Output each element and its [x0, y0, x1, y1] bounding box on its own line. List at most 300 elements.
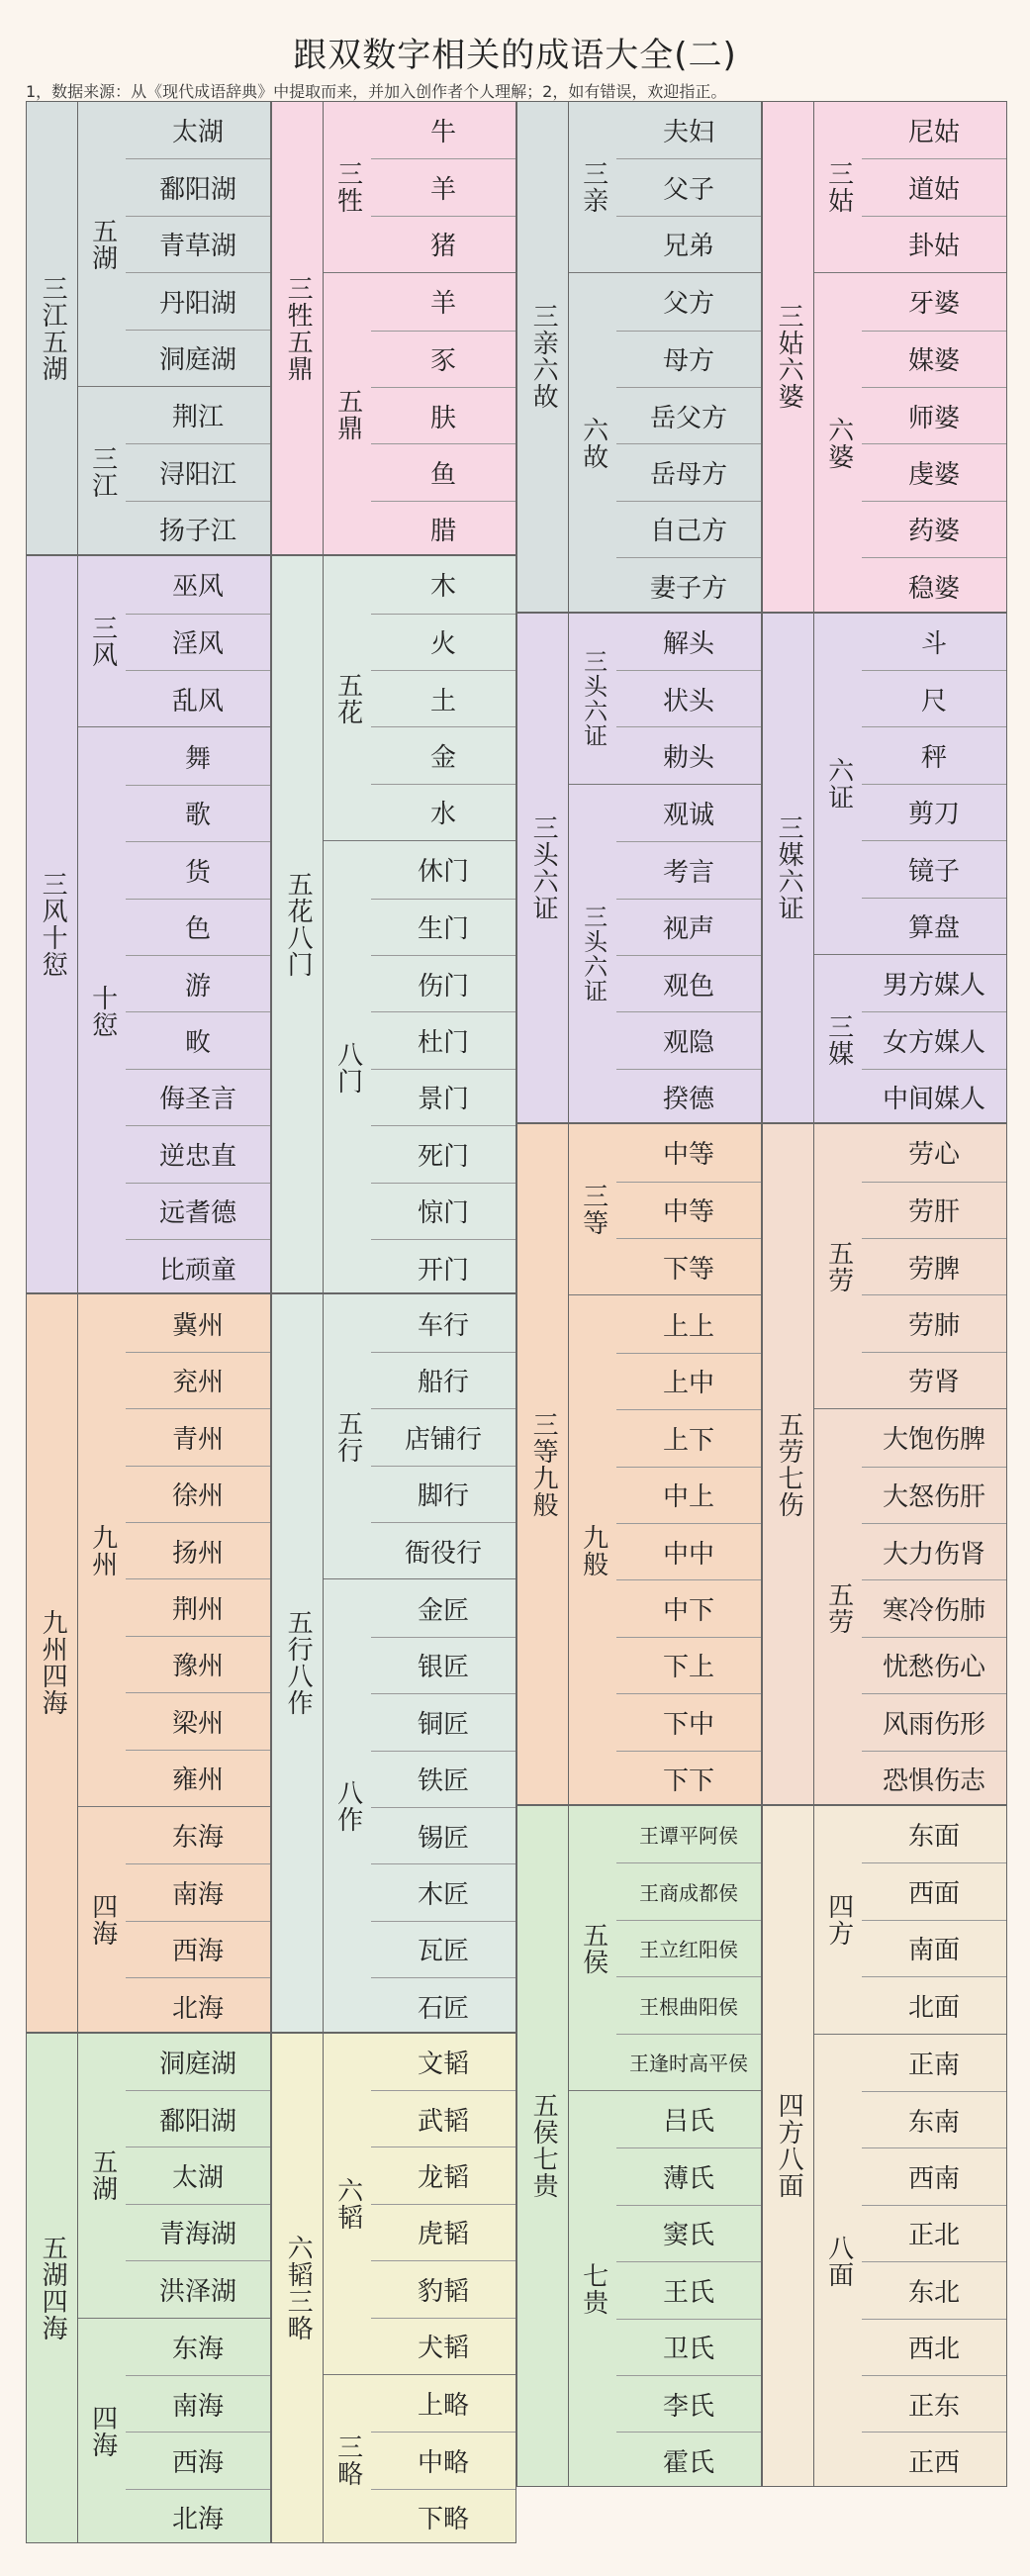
sub-group	[324, 556, 515, 840]
item-list	[616, 1124, 761, 1294]
list-item: 乱风	[126, 670, 270, 726]
list-item: 考言	[616, 841, 761, 898]
list-item: 色	[126, 899, 270, 955]
list-item: 洞庭湖	[126, 330, 270, 386]
list-item: 勅头	[616, 726, 761, 783]
list-item: 豫州	[126, 1636, 270, 1692]
group-label	[272, 1294, 324, 2031]
list-item: 中等	[616, 1182, 761, 1238]
list-item: 薄氏	[616, 2147, 761, 2204]
item-list	[862, 273, 1006, 613]
sub-group-label	[814, 2035, 862, 2488]
sub-group-label-text: 六证	[823, 756, 854, 811]
group-block	[26, 2033, 271, 2544]
list-item: 中上	[616, 1467, 761, 1523]
sub-group	[78, 726, 270, 1294]
sub-group	[324, 840, 515, 1294]
list-item: 王谭平阿侯	[639, 1824, 738, 1849]
sub-group	[324, 102, 515, 272]
list-item: 窦氏	[616, 2205, 761, 2261]
group-label-text: 三头六证	[528, 813, 559, 921]
list-item: 淫风	[126, 614, 270, 670]
list-item: 丹阳湖	[126, 272, 270, 329]
item-list	[126, 2034, 270, 2318]
list-item: 下上	[616, 1637, 761, 1693]
list-item: 下略	[371, 2489, 515, 2545]
item-list	[371, 841, 515, 1294]
sub-group-label	[78, 2319, 126, 2545]
item-list	[616, 1806, 761, 2090]
item-list	[616, 2091, 761, 2488]
item-list	[862, 2035, 1006, 2488]
group-block	[516, 1123, 762, 1805]
list-item: 扬子江	[126, 501, 270, 557]
list-item: 剪刀	[862, 784, 1006, 840]
sub-group	[78, 1294, 270, 1806]
sub-group-label-text: 五花	[332, 671, 363, 725]
sub-group-label	[324, 556, 371, 840]
group-block	[762, 613, 1007, 1124]
item-list	[126, 556, 270, 726]
list-item: 北面	[862, 1976, 1006, 2033]
item-list	[126, 2319, 270, 2545]
list-item: 上下	[616, 1409, 761, 1466]
list-item: 正北	[862, 2205, 1006, 2261]
list-item: 恐惧伤志	[862, 1751, 1006, 1807]
group-block	[271, 2033, 516, 2544]
list-item: 锡匠	[371, 1807, 515, 1863]
list-item: 忧愁伤心	[862, 1637, 1006, 1693]
list-item: 正东	[862, 2375, 1006, 2432]
sub-group-label-text: 六婆	[823, 416, 854, 470]
sub-group-label-text: 三等	[578, 1183, 609, 1237]
sub-group-label	[324, 1294, 371, 1578]
list-item: 中略	[371, 2432, 515, 2488]
sub-group	[569, 1806, 761, 2090]
group-label-text: 五侯七贵	[528, 2092, 559, 2200]
list-item: 西海	[126, 2432, 270, 2488]
list-item: 脚行	[371, 1466, 515, 1522]
sub-group-label	[78, 1807, 126, 2034]
group-label	[272, 556, 324, 1292]
list-item: 西海	[126, 1921, 270, 1977]
list-item: 开门	[371, 1239, 515, 1295]
list-item: 冀州	[171, 1310, 224, 1341]
sub-group-label	[569, 2091, 616, 2488]
sub-group-label-text: 十愆	[87, 984, 118, 1038]
sub-group-label-text: 五行	[332, 1409, 363, 1464]
list-item: 畋	[126, 1011, 270, 1068]
list-item: 大饱伤脾	[882, 1425, 985, 1456]
group-block	[762, 1805, 1007, 2487]
sub-group-label-text: 四海	[87, 2404, 118, 2458]
source-note: 1，数据来源：从《现代成语辞典》中提取而来，并加入创作者个人理解；2，如有错误，欢迎指正。	[26, 82, 727, 101]
list-item: 西南	[862, 2147, 1006, 2204]
list-item: 雍州	[126, 1750, 270, 1806]
sub-group-label	[324, 102, 371, 272]
list-item: 豕	[371, 331, 515, 387]
item-list	[862, 1806, 1006, 2034]
sub-group-label	[78, 387, 126, 556]
sub-group	[814, 272, 1006, 613]
item-list	[862, 1124, 1006, 1408]
list-item: 王立红阳侯	[616, 1920, 761, 1976]
list-item: 正西	[862, 2432, 1006, 2488]
item-list	[616, 102, 761, 272]
sub-group-label-text: 八门	[332, 1041, 363, 1096]
list-item: 木	[429, 572, 456, 603]
item-list	[371, 273, 515, 556]
list-item: 货	[126, 841, 270, 898]
item-list	[616, 614, 761, 784]
list-item: 扬州	[126, 1522, 270, 1578]
list-item: 劳肺	[862, 1294, 1006, 1351]
sub-group	[814, 2034, 1006, 2488]
list-item: 牛	[429, 118, 456, 148]
list-item: 银匠	[371, 1637, 515, 1693]
list-item: 铜匠	[371, 1693, 515, 1750]
list-item: 猪	[371, 216, 515, 272]
sub-group-label-text: 八作	[332, 1779, 363, 1834]
list-item: 尺	[862, 670, 1006, 726]
list-item: 南面	[862, 1920, 1006, 1976]
group-label-text: 五行八作	[283, 1609, 314, 1717]
list-item: 船行	[371, 1352, 515, 1408]
group-block	[26, 1293, 271, 2032]
sub-group-label	[569, 102, 616, 272]
item-list	[371, 2034, 515, 2374]
sub-group	[78, 1806, 270, 2034]
list-item: 药婆	[862, 501, 1006, 557]
list-item: 上略	[417, 2391, 469, 2422]
item-list	[862, 955, 1006, 1124]
item-list	[616, 785, 761, 1124]
sub-group-label-text: 七贵	[578, 2262, 609, 2317]
list-item: 东海	[171, 2334, 224, 2364]
list-item: 歌	[126, 785, 270, 841]
list-item: 虎韬	[371, 2204, 515, 2260]
list-item: 女方媒人	[862, 1011, 1006, 1068]
list-item: 岳母方	[616, 443, 761, 500]
list-item: 北海	[126, 1977, 270, 2034]
list-item: 羊	[371, 158, 515, 215]
item-list	[371, 1294, 515, 1578]
sub-group	[814, 1806, 1006, 2034]
sub-group-label	[569, 273, 616, 613]
group-block	[516, 1805, 762, 2487]
group-block	[762, 101, 1007, 613]
sub-group	[569, 102, 761, 272]
list-item: 王商成都侯	[616, 1862, 761, 1919]
sub-group-label-text: 三江	[87, 444, 118, 499]
list-item: 东海	[171, 1823, 224, 1854]
list-item: 镜子	[862, 840, 1006, 897]
sub-group	[324, 272, 515, 556]
list-item: 豹韬	[371, 2260, 515, 2317]
list-item: 伤门	[371, 955, 515, 1011]
list-item: 远耆德	[126, 1183, 270, 1239]
list-item: 劳脾	[862, 1238, 1006, 1294]
sub-group	[569, 272, 761, 613]
list-item: 妻子方	[616, 557, 761, 614]
list-item: 腊	[371, 501, 515, 557]
sub-group	[78, 2034, 270, 2318]
list-item: 观诚	[662, 800, 714, 830]
group-label-text: 三媒六证	[774, 813, 804, 921]
item-list	[126, 1807, 270, 2034]
sub-group-label	[814, 1409, 862, 1806]
list-item: 兄弟	[616, 216, 761, 272]
group-label	[517, 102, 569, 612]
sub-group	[569, 784, 761, 1124]
list-item: 洞庭湖	[158, 2049, 236, 2079]
group-block	[516, 613, 762, 1124]
sub-group-label	[569, 1124, 616, 1294]
list-item: 媒婆	[862, 331, 1006, 387]
group-label	[763, 1124, 814, 1804]
item-list	[862, 614, 1006, 954]
group-label-text: 六韬三略	[283, 2234, 314, 2341]
list-item: 青草湖	[126, 216, 270, 272]
list-item: 卦姑	[862, 216, 1006, 272]
sub-group-label	[814, 1806, 862, 2034]
group-label	[27, 2034, 78, 2543]
list-item: 霍氏	[616, 2432, 761, 2488]
sub-group-label	[324, 1579, 371, 2033]
item-list	[371, 556, 515, 840]
list-item: 铁匠	[371, 1751, 515, 1807]
item-list	[126, 727, 270, 1294]
list-item: 王逢时高平侯	[616, 2034, 761, 2090]
list-item: 羊	[429, 289, 456, 320]
sub-group-label-text: 三牲	[332, 160, 363, 215]
group-label-text: 三牲五鼎	[283, 274, 314, 382]
group-label-text: 五劳七伤	[774, 1410, 804, 1518]
list-item: 下下	[616, 1751, 761, 1807]
list-item: 尼姑	[907, 118, 960, 148]
group-label	[27, 102, 78, 554]
list-item: 惊门	[371, 1183, 515, 1239]
list-item: 肤	[371, 387, 515, 443]
list-item: 李氏	[616, 2375, 761, 2432]
list-item: 犬韬	[371, 2318, 515, 2374]
list-item: 中中	[616, 1523, 761, 1579]
list-item: 舞	[184, 743, 211, 774]
sub-group-label-text: 五劳	[823, 1239, 854, 1293]
group-label	[27, 1294, 78, 2031]
list-item: 兖州	[126, 1352, 270, 1408]
item-list	[126, 387, 270, 556]
sub-group-label-text: 三媒	[823, 1012, 854, 1067]
group-label-text: 九州四海	[38, 1609, 68, 1717]
group-label	[272, 2034, 324, 2543]
list-item: 石匠	[371, 1977, 515, 2034]
list-item: 龙韬	[371, 2147, 515, 2203]
list-item: 太湖	[171, 118, 224, 148]
list-item: 观色	[616, 955, 761, 1011]
list-item: 水	[371, 784, 515, 840]
list-item: 大力伤肾	[862, 1523, 1006, 1579]
sub-group	[569, 1124, 761, 1294]
sub-group-label	[78, 102, 126, 386]
list-item: 解头	[662, 628, 714, 659]
sub-group	[78, 102, 270, 386]
sub-group-label-text: 四方	[823, 1892, 854, 1947]
list-item: 母方	[616, 331, 761, 387]
sub-group-label-text: 三头六证	[579, 648, 608, 748]
list-item: 东北	[862, 2261, 1006, 2318]
list-item: 青州	[126, 1408, 270, 1465]
group-block	[271, 555, 516, 1293]
list-item: 金	[371, 726, 515, 783]
sub-group-label-text: 五劳	[823, 1580, 854, 1635]
group-block	[516, 101, 762, 613]
list-item: 车行	[417, 1310, 469, 1341]
sub-group-label	[78, 556, 126, 726]
group-block	[762, 1123, 1007, 1805]
sub-group-label	[569, 1806, 616, 2090]
group-label-text: 三等九般	[528, 1410, 559, 1518]
sub-group	[324, 1578, 515, 2033]
list-item: 状头	[616, 670, 761, 726]
list-item: 火	[371, 614, 515, 670]
group-block	[271, 1293, 516, 2032]
list-item: 大怒伤肝	[862, 1467, 1006, 1523]
list-item: 中下	[616, 1579, 761, 1636]
list-item: 荆江	[171, 403, 224, 433]
sub-group-label	[814, 955, 862, 1124]
sub-group-label-text: 三姑	[823, 160, 854, 215]
sub-group-label-text: 六故	[578, 416, 609, 470]
sub-group-label	[324, 273, 371, 556]
list-item: 虔婆	[862, 443, 1006, 500]
list-item: 师婆	[862, 387, 1006, 443]
sub-group-label-text: 九般	[578, 1524, 609, 1578]
group-block	[26, 101, 271, 555]
group-label-text: 五花八门	[283, 871, 314, 979]
sub-group-label-text: 四海	[87, 1893, 118, 1948]
group-label-text: 三江五湖	[38, 274, 68, 382]
list-item: 休门	[417, 857, 469, 888]
group-label	[272, 102, 324, 554]
list-item: 牙婆	[907, 289, 960, 320]
sub-group	[569, 2090, 761, 2488]
list-item: 劳肝	[862, 1182, 1006, 1238]
group-label-text: 四方八面	[774, 2092, 804, 2200]
sub-group-label-text: 五湖	[87, 2148, 118, 2203]
sub-group-label	[78, 727, 126, 1294]
list-item: 劳心	[907, 1140, 960, 1171]
list-item: 比顽童	[126, 1239, 270, 1295]
list-item: 上上	[662, 1311, 714, 1342]
sub-group-label	[569, 614, 616, 784]
sub-group-label	[324, 841, 371, 1294]
list-item: 东面	[907, 1822, 960, 1853]
list-item: 木匠	[371, 1863, 515, 1920]
list-item: 西北	[862, 2319, 1006, 2375]
sub-group-label-text: 三略	[332, 2433, 363, 2487]
list-item: 下等	[616, 1238, 761, 1294]
list-item: 景门	[371, 1069, 515, 1125]
list-item: 秤	[862, 726, 1006, 783]
list-item: 风雨伤形	[862, 1693, 1006, 1750]
sub-group	[324, 2374, 515, 2544]
sub-group-label-text: 三亲	[578, 160, 609, 215]
group-label	[763, 102, 814, 612]
list-item: 北海	[126, 2489, 270, 2545]
sub-group-label	[78, 2034, 126, 2318]
sub-group	[78, 2318, 270, 2545]
group-block	[26, 555, 271, 1293]
list-item: 荆州	[126, 1578, 270, 1635]
sub-group-label-text: 五湖	[87, 217, 118, 271]
group-label	[517, 1124, 569, 1804]
group-label	[517, 614, 569, 1123]
list-item: 卫氏	[616, 2319, 761, 2375]
list-item: 浔阳江	[126, 443, 270, 500]
list-item: 徐州	[126, 1466, 270, 1522]
sub-group	[814, 1408, 1006, 1806]
list-item: 岳父方	[616, 387, 761, 443]
sub-group	[78, 386, 270, 556]
sub-group	[324, 1294, 515, 1578]
sub-group	[569, 614, 761, 784]
group-label-text: 五湖四海	[38, 2234, 68, 2341]
list-item: 吕氏	[662, 2107, 714, 2138]
list-item: 男方媒人	[882, 971, 985, 1002]
list-item: 生门	[371, 899, 515, 955]
list-item: 正南	[907, 2050, 960, 2080]
item-list	[126, 102, 270, 386]
list-item: 稳婆	[862, 557, 1006, 614]
list-item: 游	[126, 955, 270, 1011]
group-label	[517, 1806, 569, 2486]
sub-group-label	[814, 614, 862, 954]
sub-group	[814, 1124, 1006, 1408]
list-item: 中等	[662, 1140, 714, 1171]
list-item: 王氏	[616, 2261, 761, 2318]
sub-group-label-text: 三头六证	[579, 905, 608, 1004]
group-label	[763, 1806, 814, 2486]
group-label-text: 三风十愆	[38, 871, 68, 979]
list-item: 衙役行	[371, 1522, 515, 1578]
list-item: 下中	[616, 1693, 761, 1750]
list-item: 揆德	[616, 1069, 761, 1125]
group-label-text: 三亲六故	[528, 303, 559, 411]
sub-group-label	[814, 273, 862, 613]
sub-group-label	[78, 1294, 126, 1806]
list-item: 斗	[920, 628, 947, 659]
sub-group-label-text: 三风	[87, 615, 118, 669]
list-item: 鄱阳湖	[126, 158, 270, 215]
sub-group-label-text: 九州	[87, 1523, 118, 1577]
list-item: 文韬	[417, 2049, 469, 2079]
list-item: 青海湖	[126, 2204, 270, 2260]
group-label	[27, 556, 78, 1292]
item-list	[616, 1295, 761, 1806]
sub-group-label	[569, 1295, 616, 1806]
item-list	[126, 1294, 270, 1806]
sub-group-label-text: 八面	[823, 2234, 854, 2288]
group-label	[763, 614, 814, 1123]
list-item: 自己方	[616, 501, 761, 557]
list-item: 西面	[862, 1862, 1006, 1919]
item-list	[371, 2375, 515, 2544]
sub-group-label-text: 五侯	[578, 1921, 609, 1975]
sub-group-label	[814, 1124, 862, 1408]
sub-group-label	[569, 785, 616, 1124]
sub-group	[324, 2034, 515, 2374]
